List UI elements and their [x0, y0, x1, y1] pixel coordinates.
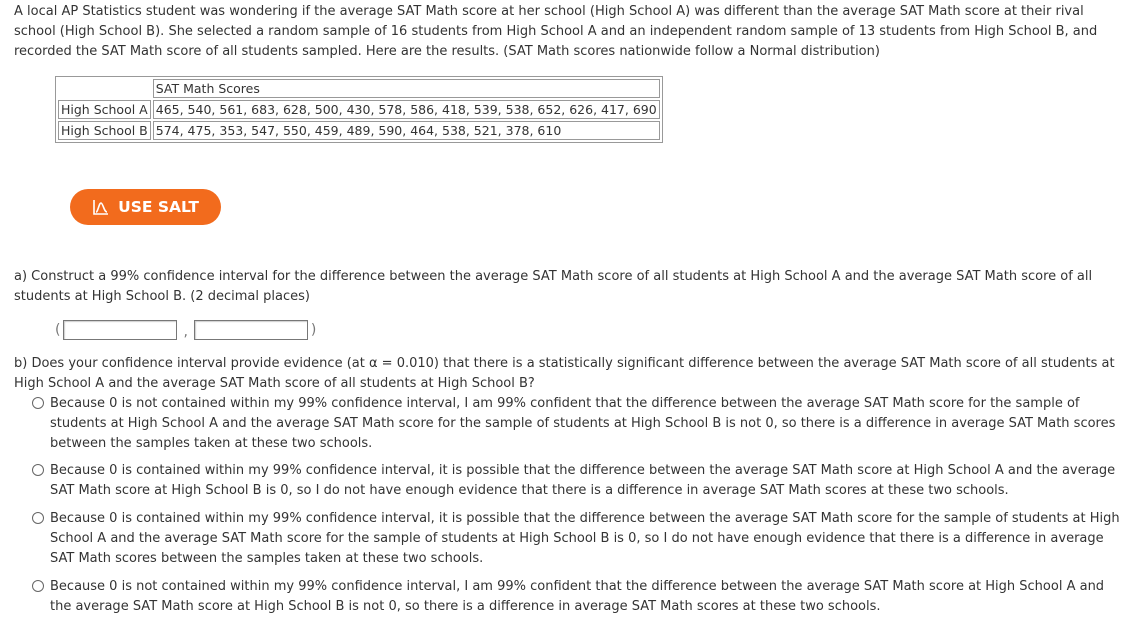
radio-button[interactable]	[32, 512, 44, 524]
option-text: Because 0 is not contained within my 99% confidence interval, I am 99% confident that the difference between the average SAT Math score at High School A and the average SAT Math score at High School B is not 0, so there is a difference in average SAT Math scores at these two schools.	[50, 579, 1105, 614]
open-paren: (	[55, 322, 61, 338]
answer-option-4[interactable]	[32, 577, 1122, 617]
radio-button[interactable]	[32, 397, 44, 409]
comma-separator: ,	[183, 324, 188, 340]
table-header-row	[58, 79, 660, 98]
table-header: SAT Math Scores	[153, 79, 660, 98]
upper-bound-input[interactable]	[194, 320, 308, 340]
lower-bound-input[interactable]	[63, 320, 177, 340]
use-salt-label: USE SALT	[118, 198, 199, 216]
option-text: Because 0 is contained within my 99% confidence interval, it is possible that the difference between the average SAT Math score at High School A and the average SAT Math score at High School B is 0, so I do not have enough evidence that there is a difference in average SAT Math scores at these two schools.	[50, 463, 1116, 498]
sat-scores-table	[55, 76, 663, 143]
problem-intro: A local AP Statistics student was wondering if the average SAT Math score at her school (High School A) was different than the average SAT Math score at their rival school (High School B). She selected a random sample of 16 students from High School A and an independent random sample of 13 students from High School B, and recorded the SAT Math score of all students sampled. Here are the results. (SAT Math scores nationwide follow a Normal distribution)	[14, 4, 1098, 59]
salt-chart-icon	[92, 198, 110, 216]
radio-button[interactable]	[32, 464, 44, 476]
table-corner-cell	[58, 79, 151, 98]
use-salt-button[interactable]	[70, 189, 221, 225]
answer-option-1[interactable]	[32, 394, 1122, 454]
row-label-school-a: High School A	[58, 100, 151, 119]
part-a-question: a) Construct a 99% confidence interval for the difference between the average SAT Math score of all students at High School A and the average SAT Math score of all students at High School B. (2 decimal places)	[14, 269, 1093, 304]
table-row	[58, 121, 660, 140]
table-row	[58, 100, 660, 119]
row-values-school-a: 465, 540, 561, 683, 628, 500, 430, 578, 586, 418, 539, 538, 652, 626, 417, 690	[153, 100, 660, 119]
close-paren: )	[310, 322, 317, 338]
row-label-school-b: High School B	[58, 121, 151, 140]
answer-option-2[interactable]	[32, 461, 1122, 501]
option-text: Because 0 is not contained within my 99% confidence interval, I am 99% confident that the difference between the average SAT Math score for the sample of students at High School A and the average SAT Math score for the sample of students at High School B is not 0, so there is a difference in average SAT Math scores between the samples taken at these two schools.	[50, 396, 1116, 451]
row-values-school-b: 574, 475, 353, 547, 550, 459, 489, 590, 464, 538, 521, 378, 610	[153, 121, 660, 140]
answer-option-3[interactable]	[32, 509, 1122, 569]
radio-button[interactable]	[32, 580, 44, 592]
part-b-question: b) Does your confidence interval provide evidence (at α = 0.010) that there is a statistically significant difference between the average SAT Math score of all students at High School A and the average SAT Math score of all students at High School B?	[14, 356, 1115, 391]
confidence-interval-inputs	[54, 320, 317, 340]
option-text: Because 0 is contained within my 99% confidence interval, it is possible that the difference between the average SAT Math score for the sample of students at High School A and the average SAT Math score for the sample of students at High School B is 0, so I do not have enough evidence that there is a difference in average SAT Math scores between the samples taken at these two schools.	[50, 511, 1120, 566]
